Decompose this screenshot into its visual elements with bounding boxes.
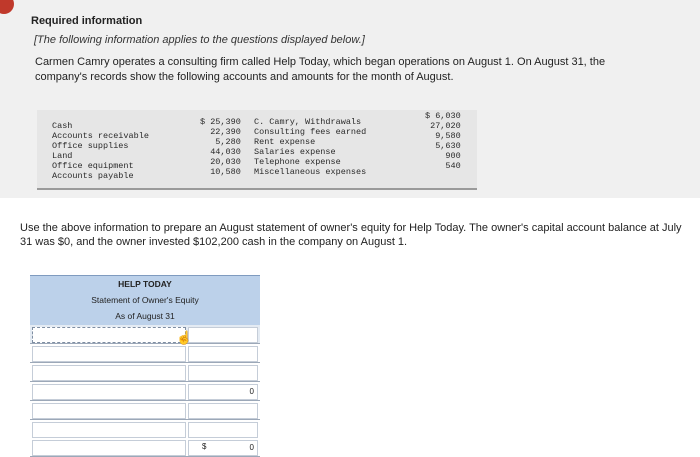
accounts-table: [37, 110, 477, 190]
row-label-select[interactable]: [32, 440, 186, 456]
statement-of-owners-equity: [30, 275, 260, 456]
statement-row: [30, 420, 260, 439]
row-label-select[interactable]: [32, 365, 186, 381]
statement-title: Statement of Owner's Equity: [91, 295, 199, 305]
required-information-panel: [0, 0, 700, 198]
dollar-sign: $: [202, 442, 207, 451]
row-amount-value: 0: [249, 387, 254, 396]
intro-paragraph: Carmen Camry operates a consulting firm called Help Today, which began operations on August 1. On August 31, the company's records show the following accounts and amounts for the month of August.: [35, 56, 606, 83]
statement-header: [30, 275, 260, 326]
equity-income-amounts: $ 6,030 27,020 9,580 5,630 900 540: [425, 111, 461, 171]
row-amount-input[interactable]: [188, 346, 258, 362]
row-amount-input[interactable]: [188, 327, 258, 343]
statement-total-row: [30, 438, 260, 457]
statement-row: [30, 382, 260, 401]
statement-row: [30, 363, 260, 382]
statement-row: [30, 344, 260, 363]
row-label-select[interactable]: [32, 327, 186, 343]
row-label-select[interactable]: [32, 422, 186, 438]
row-amount-input[interactable]: [188, 365, 258, 381]
statement-company: HELP TODAY: [118, 279, 172, 289]
row-amount-input[interactable]: [188, 440, 258, 456]
row-amount-input[interactable]: [188, 422, 258, 438]
row-amount-input[interactable]: [188, 403, 258, 419]
required-info-title: Required information: [31, 15, 143, 27]
asset-liability-account-names: Cash Accounts receivable Office supplies Land Office equipment Accounts payable: [52, 121, 149, 181]
mouse-cursor-icon: ☝: [176, 330, 193, 345]
required-info-subtitle: [The following information applies to the questions displayed below.]: [34, 34, 365, 46]
row-label-select[interactable]: [32, 403, 186, 419]
asset-liability-amounts: $ 25,390 22,390 5,280 44,030 20,030 10,580: [200, 117, 241, 177]
equity-income-account-names: C. Camry, Withdrawals Consulting fees earned Rent expense Salaries expense Telephone expense Miscellaneous expenses: [254, 117, 367, 177]
statement-row: [30, 325, 260, 344]
row-amount-input[interactable]: [188, 384, 258, 400]
statement-period: As of August 31: [115, 311, 175, 321]
row-label-select[interactable]: [32, 384, 186, 400]
statement-row: [30, 401, 260, 420]
instruction-paragraph: Use the above information to prepare an August statement of owner's equity for Help Today. The owner's capital account balance at July 31 was $0, and the owner invested $102,200 cash in the company on August 1.: [20, 222, 682, 248]
row-amount-value: 0: [249, 443, 254, 452]
row-label-select[interactable]: [32, 346, 186, 362]
